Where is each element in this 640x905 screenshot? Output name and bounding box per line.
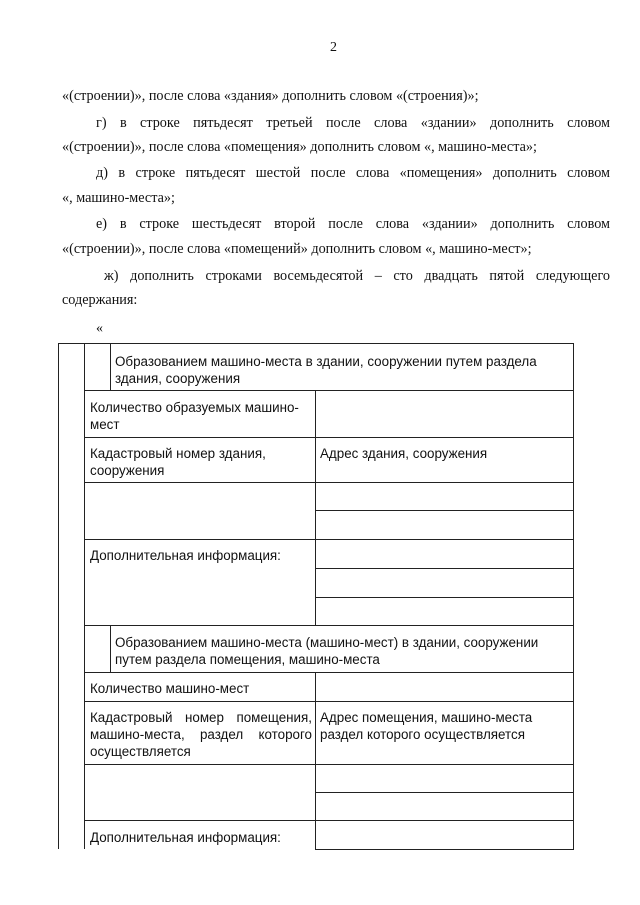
table-border	[315, 510, 574, 511]
section2-extra-label: Дополнительная информация:	[90, 830, 281, 845]
table-border	[84, 390, 574, 391]
table-border	[84, 820, 574, 821]
section2-cadastral-label: Кадастровый номер помещения, машино-места, раздел которого осуществляется	[90, 710, 312, 759]
paragraph-line: «(строении)», после слова «помещения» дополнить словом «, машино-места»;	[62, 139, 537, 155]
section2-count-label: Количество машино-мест	[90, 681, 250, 696]
table-border	[58, 343, 59, 849]
table-border	[84, 482, 574, 483]
paragraph-line: «(строении)», после слова «здания» дополнить словом «(строения)»;	[62, 88, 479, 104]
table-border	[315, 672, 316, 849]
table-border	[84, 625, 574, 626]
table-border	[58, 343, 574, 344]
section1-extra-label: Дополнительная информация:	[90, 548, 281, 563]
table-border	[573, 343, 574, 849]
page-number: 2	[330, 40, 337, 55]
table-border	[315, 597, 574, 598]
paragraph-line: «(строении)», после слова «помещений» дополнить словом «, машино-мест»;	[62, 241, 532, 257]
section2-title: Образованием машино-места (машино-мест) в здании, сооружении путем раздела помещения, машино-места	[115, 635, 539, 667]
table-border	[110, 343, 111, 390]
table-border	[84, 701, 574, 702]
opening-quote: «	[96, 321, 103, 336]
paragraph-line: «, машино-места»;	[62, 190, 175, 206]
section1-count-label: Количество образуемых машино-мест	[90, 400, 299, 432]
table-border	[84, 539, 574, 540]
table-border	[84, 437, 574, 438]
table-border	[315, 568, 574, 569]
table-border	[84, 672, 574, 673]
table-border	[84, 343, 85, 849]
table-border	[315, 390, 316, 625]
paragraph-line: г) в строке пятьдесят третьей после слова «здании» дополнить словом	[96, 115, 610, 131]
section1-title: Образованием машино-места в здании, сооружении путем раздела здания, сооружения	[115, 354, 537, 386]
table-border	[110, 625, 111, 672]
table-border	[315, 849, 574, 850]
table-border	[315, 792, 574, 793]
paragraph-line: д) в строке пятьдесят шестой после слова «помещения» дополнить словом	[96, 165, 610, 181]
section1-cadastral-label: Кадастровый номер здания, сооружения	[90, 446, 266, 478]
paragraph-line: е) в строке шестьдесят второй после слова «здании» дополнить словом	[96, 216, 610, 232]
section1-address-label: Адрес здания, сооружения	[320, 446, 488, 461]
paragraph-line: ж) дополнить строками восемьдесятой – сто двадцать пятой следующего	[104, 268, 610, 284]
paragraph-line: содержания:	[62, 292, 138, 308]
table-border	[84, 764, 574, 765]
section2-address-label: Адрес помещения, машино-места раздел которого осуществляется	[320, 710, 533, 742]
